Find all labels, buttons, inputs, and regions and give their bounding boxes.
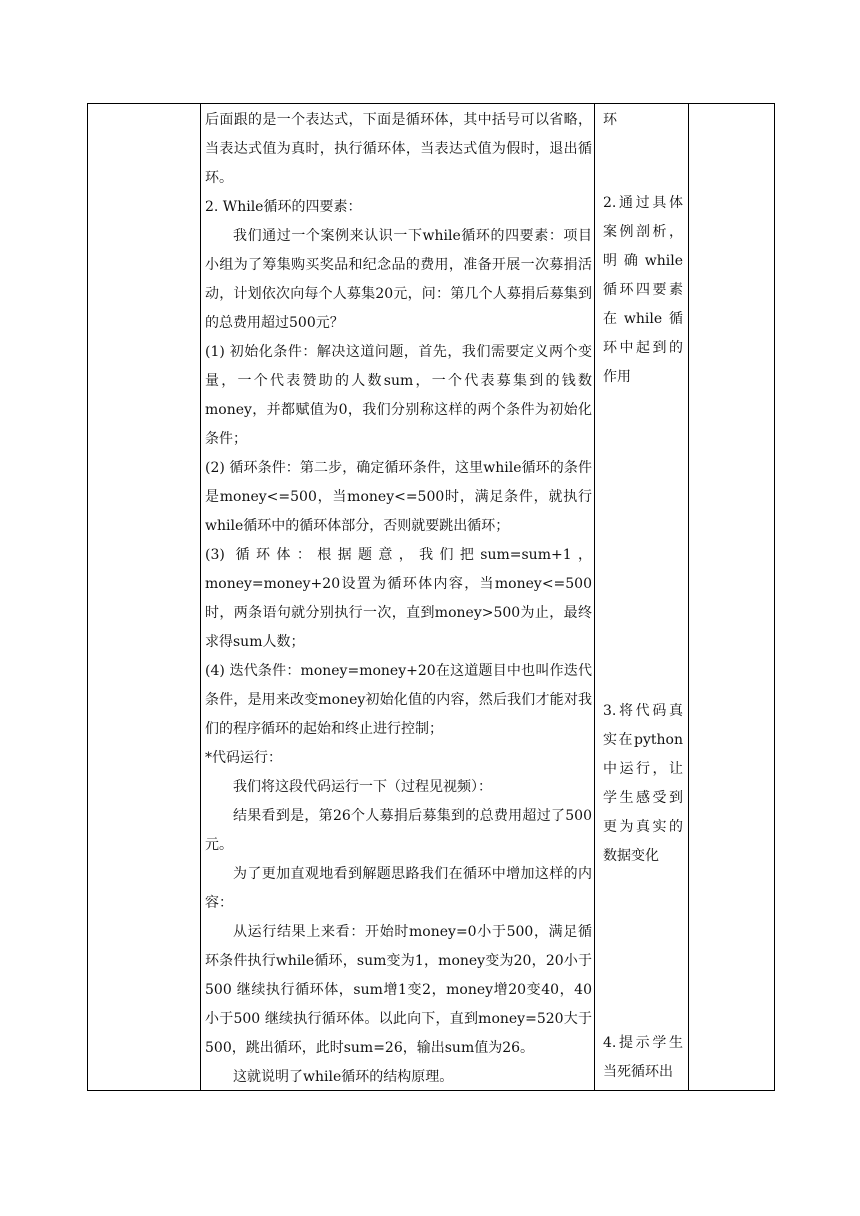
lesson-table [87,103,775,1091]
intent-text: 3.将代码真实在python中运行，让学生感受到更为真实的数据变化 [603,703,683,864]
paragraph: *代码运行： [205,750,282,766]
paragraph: 后面跟的是一个表达式，下面是循环体，其中括号可以省略，当表达式值为真时，执行循环体，当表达式值为假时，退出循环。 [205,112,592,186]
paragraph: (2) 循环条件：第二步，确定循环条件，这里while循环的条件是money<=500，当money<=500时，满足条件，就执行while循环中的循环体部分，否则就要跳出循环； [205,460,592,534]
paragraph: 为了更加直观地看到解题思路我们在循环中增加这样的内容： [205,866,592,911]
intent-note [603,1029,683,1087]
paragraph: 这就说明了while循环的结构原理。 [233,1069,454,1085]
paragraph: 从运行结果上来看：开始时money=0小于500，满足循环条件执行while循环，sum变为1，money变为20，20小于500 继续执行循环体，sum增1变2，money增20变40，40小于500 继续执行循环体。以此向下，直到money=520大于500，跳出循环，此时sum=26，输出sum值为26。 [205,924,592,1056]
intent-text: 2.通过具体案例剖析，明确while循环四要素在while循环中起到的作用 [603,195,683,385]
intent-text: 4.提示学生当死循环出 [603,1035,683,1080]
paragraph: 我们通过一个案例来认识一下while循环的四要素：项目小组为了筹集购买奖品和纪念品的费用，准备开展一次募捐活动，计划依次向每个人募集20元，问：第几个人募捐后募集到的总费用超过500元？ [205,228,592,331]
paragraph: (3) 循环体：根据题意，我们把sum=sum+1，money=money+20设置为循环体内容，当money<=500时，两条语句就分别执行一次，直到money>500为止，最终求得sum人数； [205,547,592,650]
paragraph: 2. While循环的四要素： [205,199,362,215]
intent-text: 环 [603,112,617,128]
column-divider [688,104,689,1090]
teaching-process-cell [201,104,595,1092]
intent-note [603,106,683,135]
paragraph: 我们将这段代码运行一下（过程见视频）： [233,779,492,795]
paragraph: (1) 初始化条件：解决这道问题，首先，我们需要定义两个变量，一个代表赞助的人数sum，一个代表募集到的钱数money，并都赋值为0，我们分别称这样的两个条件为初始化条件； [205,344,592,447]
paragraph: 结果看到是，第26个人募捐后募集到的总费用超过了500元。 [205,808,592,853]
intent-note [603,697,683,871]
paragraph: (4) 迭代条件：money=money+20在这道题目中也叫作迭代条件，是用来改变money初始化值的内容，然后我们才能对我们的程序循环的起始和终止进行控制； [205,663,592,737]
intent-note [603,189,683,392]
